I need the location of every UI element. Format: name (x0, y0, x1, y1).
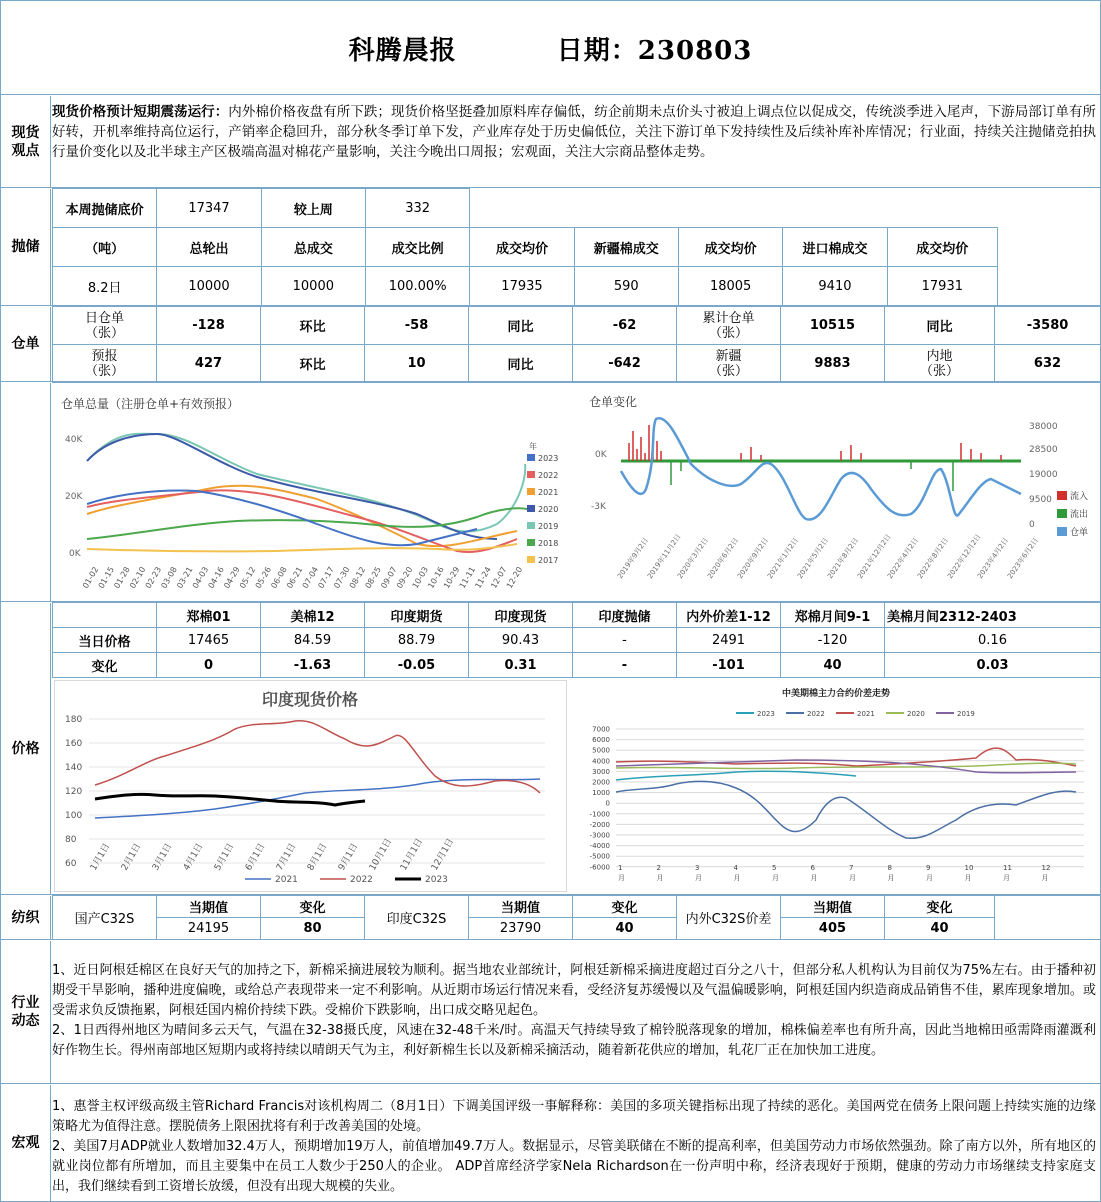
price-header: 内外价差1-12 (677, 603, 781, 628)
x-tick: 08-12 (347, 565, 368, 590)
spread-chart (576, 680, 1096, 892)
wh-xinjiang-label: 新疆 （张） (677, 345, 781, 383)
wh-cum-yoy-label: 同比 (885, 307, 995, 345)
y-tick: 0 (605, 799, 610, 808)
legend-swatch (527, 539, 535, 546)
svg-text:2021年1月2日: 2021年1月2日 (766, 536, 801, 581)
flow-out-bars (671, 461, 953, 491)
legend-label: 2023 (425, 875, 448, 885)
x-tick: 4月1日 (181, 841, 206, 873)
textile-header: 当期值 (469, 896, 573, 918)
x-tick: 10-03 (410, 565, 431, 590)
auction-header: 总轮出 (157, 228, 261, 267)
wh-yoy-value: -62 (573, 307, 677, 345)
price-row-label: 当日价格 (53, 628, 157, 653)
y-tick: 0K (595, 450, 607, 460)
x-tick: 09-20 (394, 565, 415, 590)
price-change: -101 (677, 653, 781, 678)
x-tick: 08-25 (363, 565, 383, 590)
x-tick: 11月1日 (398, 837, 426, 873)
y-tick: 0K (69, 549, 81, 559)
x-tick: 5月1日 (212, 841, 237, 873)
x-tick: 04-03 (190, 565, 211, 590)
x-tick: 03-08 (159, 565, 179, 590)
auction-header: 成交比例 (365, 228, 469, 267)
textile-change: 40 (573, 918, 677, 940)
legend-label: 2020 (907, 710, 925, 718)
auction-floor-value: 17347 (157, 189, 261, 228)
warehouse-section (1, 307, 1100, 382)
x-tick: 07-30 (332, 565, 352, 590)
x-tick: 05-12 (237, 565, 258, 590)
x-tick: 10-29 (442, 565, 462, 590)
x-tick: 7 (849, 864, 854, 872)
price-value: 17465 (157, 628, 261, 653)
textile-cat: 国产C32S (53, 896, 157, 940)
x-tick-unit: 月 (1041, 874, 1049, 882)
price-value: 90.43 (469, 628, 573, 653)
wh-inland-label: 内地 （张） (885, 345, 995, 383)
line-2023 (95, 794, 365, 805)
india-legend (245, 875, 448, 885)
warehouse-table (52, 306, 1101, 383)
price-value: 84.59 (261, 628, 365, 653)
y-tick: 2000 (592, 778, 610, 787)
legend-label: 2020 (538, 505, 559, 514)
x-tick: 11-11 (457, 565, 478, 590)
textile-header: 当期值 (157, 896, 261, 918)
auction-value: 17935 (470, 267, 574, 306)
wh-daily-label: 日仓单 （张） (53, 307, 157, 345)
textile-value: 24195 (157, 918, 261, 940)
y-tick: 5000 (592, 746, 610, 755)
legend-label: 流入 (1070, 492, 1089, 502)
price-change: 40 (781, 653, 885, 678)
wh-mom-label: 环比 (261, 307, 365, 345)
legend-swatch (1057, 527, 1067, 536)
legend-swatch (1057, 509, 1067, 518)
section-label-textile: 纺织 (1, 896, 51, 939)
x-tick-unit: 月 (887, 874, 895, 882)
warehouse-charts-row (1, 383, 1100, 602)
svg-text:2022年8月2日: 2022年8月2日 (916, 536, 951, 581)
x-tick-unit: 月 (964, 874, 972, 882)
price-value: - (573, 628, 677, 653)
textile-value: 405 (781, 918, 885, 940)
price-table (52, 602, 1101, 678)
spot-view-section (1, 96, 1100, 188)
line-2022 (616, 781, 1076, 838)
wh-inland-value: 632 (995, 345, 1101, 383)
industry-paragraph: 2、1日西得州地区为晴间多云天气，气温在32-38摄氏度，风速在32-48千米/时。高温天气持续导致了棉铃脱落现象的增加，棉株偏差率也有所升高，因此当地棉田亟需降雨灌溉利好作物生长。得州南部地区短期内或将持续以晴朗天气为主，利好新棉生长以及新棉采摘活动，随着新花供应的增加，轧花厂正在加快加工进度。 (52, 1023, 1096, 1058)
section-label-spot: 现货观点 (1, 96, 51, 187)
x-tick: 4 (733, 864, 738, 872)
textile-header: 变化 (261, 896, 365, 918)
macro-paragraph: 1、惠誉主权评级高级主管Richard Francis对该机构周二（8月1日）下调美国评级一事解释称：美国的多项关键指标出现了持续的恶化。美国两党在债务上限问题上持续实施的边缘策略尤为值得注意。摆脱债务上限困扰将有利于改善美国的处境。 (52, 1099, 1096, 1134)
x-tick: 04-29 (222, 565, 242, 590)
x-tick: 1月1日 (88, 841, 113, 873)
auction-unit: （吨） (53, 228, 157, 267)
auction-table (52, 188, 998, 306)
auction-value: 17931 (887, 267, 997, 306)
industry-section (1, 941, 1100, 1084)
x-tick-unit: 月 (1003, 874, 1010, 882)
x-tick-unit: 月 (849, 874, 856, 882)
section-label-macro: 宏观 (1, 1085, 51, 1201)
x-tick: 11-24 (473, 565, 493, 590)
wh-forecast-value: 427 (157, 345, 261, 383)
price-header: 美棉月间2312-2403 (885, 603, 1101, 628)
legend-label: 2023 (538, 454, 559, 463)
chart-title: 印度现货价格 (261, 690, 359, 709)
textile-section (1, 896, 1100, 940)
y-tick: 7000 (592, 725, 610, 734)
textile-blank (995, 896, 1101, 940)
x-tick: 8月1日 (305, 841, 330, 873)
legend-swatch (527, 556, 535, 563)
warehouse-total-svg (57, 389, 559, 597)
line-2023 (616, 771, 856, 780)
x-tick: 9 (926, 864, 931, 872)
legend-swatch (527, 522, 535, 529)
y-tick: -3K (591, 502, 606, 512)
spot-view-text (52, 102, 1096, 162)
x-tick: 10-16 (426, 565, 446, 590)
spot-view-lead: 现货价格预计短期震荡运行： (52, 104, 229, 120)
y-tick: 120 (65, 787, 83, 797)
wh-xinjiang-value: 9883 (781, 345, 885, 383)
chart-title: 仓单总量（注册仓单+有效预报） (61, 397, 240, 411)
y-tick: 38000 (1029, 422, 1058, 432)
left-legend (527, 441, 558, 565)
x-tick: 2月1日 (119, 841, 144, 873)
auction-floor-label: 本周抛储底价 (53, 189, 157, 228)
legend-label: 2019 (957, 710, 975, 718)
auction-header: 成交均价 (678, 228, 782, 267)
legend-label: 2017 (538, 556, 559, 565)
x-tick: 12-07 (489, 565, 509, 590)
textile-header: 变化 (885, 896, 995, 918)
wh-mom-value: -58 (365, 307, 469, 345)
auction-wow-label: 较上周 (261, 189, 365, 228)
price-value: 88.79 (365, 628, 469, 653)
wh-yoy-value: -642 (573, 345, 677, 383)
y-tick: 4000 (592, 757, 610, 766)
line-2020 (87, 434, 497, 539)
y-tick: 140 (65, 763, 83, 773)
textile-cat: 内外C32S价差 (677, 896, 781, 940)
price-value: 0.16 (885, 628, 1101, 653)
y-tick: 19000 (1029, 470, 1058, 480)
y-tick: -5000 (589, 852, 610, 861)
macro-text (52, 1097, 1096, 1197)
x-tick: 3 (695, 864, 700, 872)
line-2022 (95, 721, 540, 793)
report-date: 日期：230803 (556, 36, 753, 66)
chart-title: 中美期棉主力合约价差走势 (781, 689, 891, 699)
section-label-blank (1, 383, 51, 601)
x-tick: 12月1日 (429, 837, 457, 873)
legend-swatch (1057, 491, 1067, 500)
wh-yoy-label: 同比 (469, 345, 573, 383)
y-tick: 9500 (1029, 495, 1052, 505)
x-tick: 05-26 (253, 565, 274, 590)
x-tick-unit: 月 (695, 874, 702, 882)
legend-swatch (527, 505, 535, 512)
legend-label: 2021 (538, 488, 559, 497)
svg-text:2022年12月2日: 2022年12月2日 (946, 532, 983, 581)
auction-wow-value: 332 (365, 189, 469, 228)
wh-daily-value: -128 (157, 307, 261, 345)
y-tick: 100 (65, 811, 83, 821)
y-tick: 3000 (592, 767, 610, 776)
auction-value: 10000 (157, 267, 261, 306)
y-tick: 80 (65, 835, 77, 845)
price-change: 0.31 (469, 653, 573, 678)
auction-header: 进口棉成交 (783, 228, 887, 267)
y-tick: -6000 (589, 863, 610, 872)
y-tick: -1000 (589, 810, 610, 819)
price-value: -120 (781, 628, 885, 653)
right-legend (1057, 490, 1088, 538)
india-spot-chart (54, 680, 567, 892)
x-tick: 9月1日 (336, 841, 361, 873)
chart-title: 仓单变化 (589, 395, 638, 409)
price-header: 印度期货 (365, 603, 469, 628)
wh-mom-label: 环比 (261, 345, 365, 383)
x-tick: 07-17 (316, 565, 336, 590)
textile-table (52, 895, 1101, 940)
x-tick: 09-07 (379, 565, 399, 590)
x-tick: 2 (656, 864, 661, 872)
auction-value: 590 (574, 267, 678, 306)
price-change: 0.03 (885, 653, 1101, 678)
legend-swatch (527, 471, 535, 478)
y-tick: -3000 (589, 831, 610, 840)
price-change: -1.63 (261, 653, 365, 678)
auction-value: 9410 (783, 267, 887, 306)
textile-header: 当期值 (781, 896, 885, 918)
x-tick: 10 (964, 864, 974, 872)
macro-section (1, 1085, 1100, 1201)
y-tick: 40K (65, 435, 83, 445)
y-tick: 1000 (592, 789, 610, 798)
wh-cum-yoy-value: -3580 (995, 307, 1101, 345)
wh-mom-value: 10 (365, 345, 469, 383)
spot-view-body: 内外棉价格夜盘有所下跌；现货价格坚挺叠加原料库存偏低，纺企前期未点价头寸被迫上调点位以促成交，传统淡季进入尾声，下游局部订单有所好转，开机率维持高位运行，产销率企稳回升，部分秋冬季订单下发，产业库存处于历史偏低位，关注下游订单下发持续性及后续补库补库情况；行业面，持续关注抛储竞拍执行量价变化以及北半球主产区极端高温对棉花产量影响，关注今晚出口周报；宏观面，关注大宗商品整体走势。 (52, 104, 1097, 160)
x-tick-unit: 月 (656, 874, 664, 882)
auction-header: 新疆棉成交 (574, 228, 678, 267)
y-tick: -2000 (589, 820, 610, 829)
warehouse-change-svg (581, 389, 1096, 597)
section-label-industry: 行业动态 (1, 941, 51, 1083)
auction-value: 10000 (261, 267, 365, 306)
wh-cum-value: 10515 (781, 307, 885, 345)
svg-text:2022年4月2日: 2022年4月2日 (886, 536, 921, 581)
price-row-label: 变化 (53, 653, 157, 678)
price-value: 2491 (677, 628, 781, 653)
spread-svg (576, 680, 1096, 892)
section-label-price: 价格 (1, 603, 51, 894)
auction-date: 8.2日 (53, 267, 157, 306)
legend-label: 2018 (538, 539, 559, 548)
wh-cum-label: 累计仓单 （张） (677, 307, 781, 345)
industry-paragraph: 1、近日阿根廷棉区在良好天气的加持之下，新棉采摘进展较为顺利。据当地农业部统计，阿根廷新棉采摘进度超过百分之八十，但部分私人机构认为目前仅为75%左右。由于播种初期受干旱影响，播种进度偏晚，或给总产表现带来一定不利影响。从近期市场运行情况来看，受经济复苏缓慢以及气温偏暖影响，阿根廷国内织造商成品销售不佳，累库现象增加。或受需求负反馈拖累，阿根廷国内棉价持续下跌。受棉价下跌影响，出口成交略见起色。 (52, 963, 1096, 1018)
x-tick-unit: 月 (733, 874, 741, 882)
macro-paragraph: 2、美国7月ADP就业人数增加32.4万人，预期增加19万人，前值增加49.7万人。数据显示，尽管美联储在不断的提高利率，但美国劳动力市场依然强劲。除了南方以外，所有地区的就业岗位都有所增加，而且主要集中在员工人数少于250人的企业。 ADP首席经济学家Nela Richardson在一份声明中称，经济表现好于预期，健康的劳动力市场继续支持家庭支出，我们继续看到工资增长放缓，但没有出现大规模的失业。 (52, 1139, 1096, 1194)
y-tick: 180 (65, 715, 83, 725)
x-tick-unit: 月 (772, 874, 779, 882)
svg-text:2020年6月2日: 2020年6月2日 (706, 536, 741, 581)
x-tick: 3月1日 (150, 841, 175, 873)
legend-label: 2019 (538, 522, 559, 531)
price-corner (53, 603, 157, 628)
textile-change: 80 (261, 918, 365, 940)
legend-swatch (527, 454, 535, 461)
wh-yoy-label: 同比 (469, 307, 573, 345)
legend-title: 年 (529, 442, 537, 451)
y-tick: -4000 (589, 842, 610, 851)
india-spot-svg (55, 681, 566, 891)
auction-header: 成交均价 (470, 228, 574, 267)
auction-header: 成交均价 (887, 228, 997, 267)
x-tick-unit: 月 (926, 874, 933, 882)
x-tick: 6 (810, 864, 815, 872)
report-title: 科腾晨报 (348, 36, 457, 66)
legend-label: 仓单 (1070, 528, 1089, 538)
svg-text:2019年9月2日: 2019年9月2日 (616, 536, 651, 581)
auction-blank (470, 189, 998, 228)
svg-text:2021年12月2日: 2021年12月2日 (856, 532, 893, 581)
x-tick: 07-04 (300, 565, 321, 590)
x-tick: 01-02 (80, 565, 101, 590)
x-tick: 12 (1041, 864, 1051, 872)
x-tick: 01-28 (112, 565, 132, 590)
y-tick: 6000 (592, 736, 610, 745)
auction-value: 18005 (678, 267, 782, 306)
svg-text:2020年3月2日: 2020年3月2日 (676, 536, 711, 581)
svg-text:2023年4月2日: 2023年4月2日 (976, 536, 1011, 581)
section-label-auction: 抛储 (1, 189, 51, 305)
x-tick: 01-15 (96, 565, 117, 590)
price-change: -0.05 (365, 653, 469, 678)
svg-text:2020年9月2日: 2020年9月2日 (736, 536, 771, 581)
warehouse-change-chart (581, 389, 1096, 597)
price-change: 0 (157, 653, 261, 678)
industry-text (52, 961, 1096, 1061)
x-tick: 7月1日 (274, 841, 299, 873)
price-header: 郑棉01 (157, 603, 261, 628)
price-header: 郑棉月间9-1 (781, 603, 885, 628)
legend-label: 2022 (807, 710, 825, 718)
svg-text:2021年5月2日: 2021年5月2日 (796, 536, 831, 581)
svg-text:2023年6月2日: 2023年6月2日 (1006, 536, 1041, 581)
spread-legend (736, 710, 975, 718)
legend-label: 2021 (857, 710, 875, 718)
x-tick: 06-08 (269, 565, 289, 590)
y-tick: 20K (65, 492, 83, 502)
flow-in-bars (629, 425, 1001, 461)
legend-label: 流出 (1070, 510, 1089, 520)
x-tick: 1 (618, 864, 623, 872)
y-tick: 160 (65, 739, 83, 749)
wh-forecast-label: 预报 （张） (53, 345, 157, 383)
x-tick: 03-21 (175, 565, 195, 590)
x-tick: 5 (772, 864, 777, 872)
x-tick: 6月1日 (243, 841, 268, 873)
legend-label: 2022 (538, 471, 559, 480)
warehouse-total-chart (57, 389, 559, 597)
auction-section (1, 189, 1100, 306)
y-tick: 0 (1029, 520, 1035, 530)
legend-label: 2021 (275, 875, 298, 885)
auction-header: 总成交 (261, 228, 365, 267)
svg-text:2019年11月2日: 2019年11月2日 (646, 532, 683, 581)
legend-label: 2023 (757, 710, 775, 718)
legend-swatch (527, 488, 535, 495)
price-header: 美棉12 (261, 603, 365, 628)
line-2018 (87, 508, 527, 539)
x-tick-unit: 月 (810, 874, 818, 882)
svg-text:2021年8月2日: 2021年8月2日 (826, 536, 861, 581)
line-2021 (87, 486, 517, 546)
legend-label: 2022 (350, 875, 373, 885)
x-tick: 02-10 (128, 565, 148, 590)
line-2019 (87, 434, 525, 532)
x-tick: 02-23 (143, 565, 164, 590)
x-tick: 8 (887, 864, 892, 872)
x-tick: 06-21 (285, 565, 305, 590)
price-header: 印度现货 (469, 603, 573, 628)
textile-change: 40 (885, 918, 995, 940)
x-tick-unit: 月 (618, 874, 625, 882)
textile-header: 变化 (573, 896, 677, 918)
y-tick: 60 (65, 859, 77, 869)
x-tick: 12-20 (504, 565, 525, 590)
x-tick: 10月1日 (367, 837, 395, 873)
price-header: 印度抛储 (573, 603, 677, 628)
textile-cat: 印度C32S (365, 896, 469, 940)
price-section (1, 603, 1100, 895)
price-change: - (573, 653, 677, 678)
textile-value: 23790 (469, 918, 573, 940)
x-tick: 11 (1003, 864, 1012, 872)
y-tick: 28500 (1029, 445, 1058, 455)
section-label-warehouse: 仓单 (1, 307, 51, 381)
report-header (1, 1, 1100, 95)
auction-value: 100.00% (365, 267, 469, 306)
x-tick: 04-16 (206, 565, 226, 590)
